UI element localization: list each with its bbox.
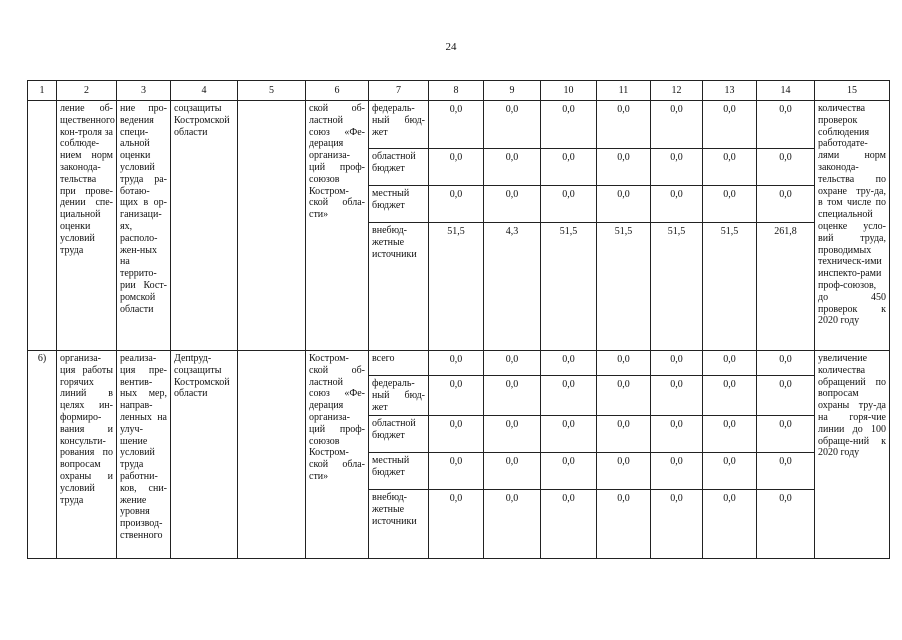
value-cell: 0,0 (597, 416, 651, 453)
value-cell: 0,0 (429, 453, 484, 490)
table-body (28, 81, 890, 559)
column-header: 11 (597, 81, 651, 101)
value-cell: 51,5 (541, 223, 597, 351)
value-cell: 0,0 (651, 490, 703, 559)
value-cell: 51,5 (651, 223, 703, 351)
column-header: 4 (171, 81, 238, 101)
value-cell: 0,0 (757, 453, 815, 490)
value-cell: 0,0 (541, 453, 597, 490)
value-cell: 0,0 (484, 149, 541, 186)
value-cell: 0,0 (651, 453, 703, 490)
value-cell: 0,0 (703, 416, 757, 453)
value-cell: 0,0 (651, 101, 703, 149)
value-cell: 0,0 (703, 453, 757, 490)
value-cell: 0,0 (651, 186, 703, 223)
column-header: 7 (369, 81, 429, 101)
executor-cell: Депtруд-соцзащиты Костромской области (171, 351, 238, 559)
column-header: 15 (815, 81, 890, 101)
value-cell: 0,0 (597, 376, 651, 416)
source-cell: внебюд-жетные источники (369, 490, 429, 559)
value-cell: 0,0 (597, 351, 651, 376)
value-cell: 0,0 (703, 101, 757, 149)
source-cell: всего (369, 351, 429, 376)
column-header: 2 (57, 81, 117, 101)
coexecutor-cell: ской об-ластной союз «Фе-дерация организа-ций проф-союзов Костром-ской обла-сти» (306, 101, 369, 351)
value-cell: 0,0 (757, 101, 815, 149)
indicator-cell: увеличение количества обращений по вопросам охраны тру-да на горя-чие линии до 100 обраще-ний к 2020 году (815, 351, 890, 559)
source-cell: областной бюджет (369, 149, 429, 186)
table-row (28, 351, 890, 376)
table-row (28, 101, 890, 149)
row-number-cell: 6) (28, 351, 57, 559)
source-cell: местный бюджет (369, 453, 429, 490)
value-cell: 0,0 (429, 149, 484, 186)
value-cell: 4,3 (484, 223, 541, 351)
column-header: 10 (541, 81, 597, 101)
value-cell: 0,0 (541, 101, 597, 149)
indicator-cell: количества проверок соблюдения работодате-лями норм законода-тельства по охране тру-да, в том числе по специальной оценке усло-вий труда, проводимых техническ-ими инспекто-рами проф-союзов, до 450 проверок к 2020 году (815, 101, 890, 351)
value-cell: 0,0 (597, 453, 651, 490)
value-cell: 0,0 (651, 351, 703, 376)
column-header: 14 (757, 81, 815, 101)
value-cell: 0,0 (429, 490, 484, 559)
value-cell: 0,0 (484, 351, 541, 376)
value-cell: 0,0 (757, 149, 815, 186)
result-cell: ние про-ведения специ-альной оценки условий труда ра-ботаю-щих в ор-ганизаци-ях, располо-жен-ных на террито-рии Кост-ромской области (117, 101, 171, 351)
activity-cell: ление об-щественного кон-троля за соблюде-нием норм законода-тельства при прове-дении спе-циальной оценки условий труда (57, 101, 117, 351)
value-cell: 0,0 (541, 186, 597, 223)
value-cell: 0,0 (597, 490, 651, 559)
value-cell: 51,5 (429, 223, 484, 351)
budget-table (27, 80, 890, 559)
value-cell: 0,0 (651, 149, 703, 186)
value-cell: 0,0 (597, 101, 651, 149)
value-cell: 0,0 (757, 416, 815, 453)
value-cell: 261,8 (757, 223, 815, 351)
activity-cell: организа-ция работы горячих линий в целях ин-формиро-вания и консульти-рования по вопросам охраны и условий труда (57, 351, 117, 559)
value-cell: 0,0 (484, 186, 541, 223)
term-cell (238, 101, 306, 351)
value-cell: 0,0 (703, 351, 757, 376)
header-row (28, 81, 890, 101)
value-cell: 0,0 (703, 186, 757, 223)
value-cell: 0,0 (703, 490, 757, 559)
value-cell: 0,0 (429, 416, 484, 453)
value-cell: 0,0 (757, 376, 815, 416)
value-cell: 0,0 (757, 351, 815, 376)
value-cell: 0,0 (757, 490, 815, 559)
column-header: 5 (238, 81, 306, 101)
value-cell: 0,0 (703, 376, 757, 416)
value-cell: 0,0 (541, 149, 597, 186)
executor-cell: соцзащиты Костромской области (171, 101, 238, 351)
value-cell: 0,0 (484, 416, 541, 453)
column-header: 13 (703, 81, 757, 101)
value-cell: 0,0 (429, 376, 484, 416)
value-cell: 0,0 (651, 416, 703, 453)
source-cell: федераль-ный бюд-жет (369, 101, 429, 149)
column-header: 1 (28, 81, 57, 101)
source-cell: федераль-ный бюд-жет (369, 376, 429, 416)
page-number: 24 (445, 41, 457, 53)
value-cell: 0,0 (597, 149, 651, 186)
value-cell: 0,0 (703, 149, 757, 186)
result-cell: реализа-ция пре-вентив-ных мер, направ-ленных на улуч-шение условий труда работни-ков, сни-жение уровня производ-ственного (117, 351, 171, 559)
value-cell: 0,0 (541, 490, 597, 559)
column-header: 3 (117, 81, 171, 101)
source-cell: местный бюджет (369, 186, 429, 223)
coexecutor-cell: Костром-ской об-ластной союз «Фе-дерация организа-ций проф-союзов Костром-ской обла-сти» (306, 351, 369, 559)
row-number-cell (28, 101, 57, 351)
column-header: 8 (429, 81, 484, 101)
column-header: 9 (484, 81, 541, 101)
value-cell: 0,0 (484, 101, 541, 149)
source-cell: областной бюджет (369, 416, 429, 453)
value-cell: 0,0 (757, 186, 815, 223)
value-cell: 0,0 (484, 376, 541, 416)
value-cell: 0,0 (651, 376, 703, 416)
column-header: 12 (651, 81, 703, 101)
value-cell: 0,0 (541, 376, 597, 416)
column-header: 6 (306, 81, 369, 101)
value-cell: 0,0 (429, 351, 484, 376)
value-cell: 51,5 (597, 223, 651, 351)
value-cell: 0,0 (429, 186, 484, 223)
value-cell: 0,0 (429, 101, 484, 149)
term-cell (238, 351, 306, 559)
value-cell: 51,5 (703, 223, 757, 351)
value-cell: 0,0 (597, 186, 651, 223)
value-cell: 0,0 (541, 416, 597, 453)
value-cell: 0,0 (484, 490, 541, 559)
source-cell: внебюд-жетные источники (369, 223, 429, 351)
value-cell: 0,0 (541, 351, 597, 376)
value-cell: 0,0 (484, 453, 541, 490)
